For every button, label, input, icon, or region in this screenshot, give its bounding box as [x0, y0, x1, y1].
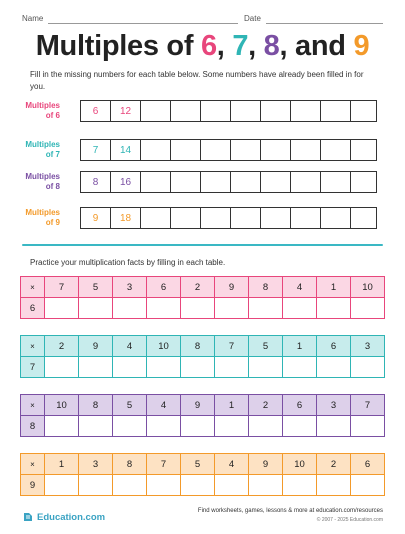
multiples-blank-cell[interactable] [171, 172, 201, 192]
multiples-blank-cell[interactable] [321, 140, 351, 160]
factor-header-cell: 9 [181, 394, 215, 416]
factor-header-cell: 1 [215, 394, 249, 416]
factor-header-cell: 5 [181, 453, 215, 475]
title-number-7: 7 [232, 30, 249, 62]
answer-cell[interactable] [113, 298, 147, 319]
multiples-given-cell: 12 [111, 101, 141, 121]
facts-table-7 [20, 335, 385, 378]
multiples-blank-cell[interactable] [171, 208, 201, 228]
answer-cell[interactable] [147, 416, 181, 437]
multiples-blank-cell[interactable] [231, 101, 261, 121]
factor-header-cell: 2 [181, 276, 215, 298]
factor-header-cell: 3 [317, 394, 351, 416]
answer-cell[interactable] [283, 416, 317, 437]
multiples-blank-cell[interactable] [351, 101, 376, 121]
multiples-blank-cell[interactable] [141, 208, 171, 228]
multiples-blank-cell[interactable] [351, 208, 376, 228]
factor-header-cell: 6 [283, 394, 317, 416]
title-sep: , [248, 30, 264, 62]
answer-cell[interactable] [79, 475, 113, 496]
answer-cell[interactable] [113, 357, 147, 378]
facts-table-8 [20, 394, 385, 437]
times-symbol: × [20, 335, 45, 357]
facts-table-6 [20, 276, 385, 319]
factor-header-cell: 5 [113, 394, 147, 416]
section-divider [22, 244, 383, 246]
footer-resources-line: Find worksheets, games, lessons & more at education.com/resources [197, 508, 383, 514]
multiples-blank-cell[interactable] [231, 140, 261, 160]
multiplier-cell: 6 [20, 298, 45, 319]
answer-cell[interactable] [249, 416, 283, 437]
education-logo[interactable] [22, 511, 105, 523]
factor-header-cell: 2 [45, 335, 79, 357]
multiples-blank-cell[interactable] [141, 172, 171, 192]
title-number-6: 6 [200, 30, 217, 62]
factor-header-cell: 6 [147, 276, 181, 298]
multiples-label: Multiples of 7 [25, 140, 60, 159]
multiples-strip [80, 207, 377, 229]
factor-header-cell: 2 [249, 394, 283, 416]
multiples-blank-cell[interactable] [171, 101, 201, 121]
multiples-blank-cell[interactable] [321, 208, 351, 228]
multiples-blank-cell[interactable] [141, 101, 171, 121]
multiples-strip [80, 171, 377, 193]
factor-header-cell: 9 [215, 276, 249, 298]
factor-header-cell: 10 [45, 394, 79, 416]
answer-cell[interactable] [45, 357, 79, 378]
answer-cell[interactable] [317, 475, 351, 496]
factor-header-cell: 10 [147, 335, 181, 357]
factor-header-cell: 10 [283, 453, 317, 475]
answer-cell[interactable] [351, 298, 385, 319]
answer-cell[interactable] [79, 416, 113, 437]
factor-header-cell: 8 [113, 453, 147, 475]
multiples-blank-cell[interactable] [321, 172, 351, 192]
multiples-given-cell: 6 [81, 101, 111, 121]
name-label: Name [22, 14, 44, 23]
multiples-blank-cell[interactable] [201, 208, 231, 228]
education-logo-icon [22, 511, 34, 523]
multiples-given-cell: 14 [111, 140, 141, 160]
multiples-blank-cell[interactable] [291, 101, 321, 121]
factor-header-cell: 10 [351, 276, 385, 298]
title-number-9: 9 [353, 30, 370, 62]
multiples-blank-cell[interactable] [231, 172, 261, 192]
answer-cell[interactable] [283, 298, 317, 319]
multiples-blank-cell[interactable] [171, 140, 201, 160]
multiples-label: Multiples of 8 [25, 172, 60, 191]
multiples-blank-cell[interactable] [261, 172, 291, 192]
multiples-blank-cell[interactable] [291, 208, 321, 228]
title-prefix: Multiples of [35, 30, 201, 62]
factor-header-cell: 1 [45, 453, 79, 475]
multiples-blank-cell[interactable] [201, 101, 231, 121]
factor-header-cell: 4 [113, 335, 147, 357]
answer-cell[interactable] [249, 357, 283, 378]
multiples-blank-cell[interactable] [351, 140, 376, 160]
answer-cell[interactable] [249, 475, 283, 496]
multiplier-cell: 9 [20, 475, 45, 496]
multiples-blank-cell[interactable] [291, 140, 321, 160]
answer-cell[interactable] [215, 357, 249, 378]
multiplier-cell: 7 [20, 357, 45, 378]
factor-header-cell: 9 [79, 335, 113, 357]
title-number-8: 8 [263, 30, 280, 62]
multiples-strip [80, 100, 377, 122]
answer-cell[interactable] [181, 298, 215, 319]
page-title [0, 30, 405, 63]
answer-cell[interactable] [147, 475, 181, 496]
factor-header-cell: 7 [351, 394, 385, 416]
factor-header-cell: 1 [283, 335, 317, 357]
multiples-blank-cell[interactable] [201, 172, 231, 192]
answer-cell[interactable] [147, 298, 181, 319]
answer-cell[interactable] [79, 298, 113, 319]
answer-cell[interactable] [317, 298, 351, 319]
factor-header-cell: 6 [351, 453, 385, 475]
factor-header-cell: 3 [351, 335, 385, 357]
multiples-blank-cell[interactable] [261, 101, 291, 121]
multiples-given-cell: 16 [111, 172, 141, 192]
factor-header-cell: 4 [147, 394, 181, 416]
footer-copyright: © 2007 - 2025 Education.com [316, 517, 383, 523]
title-sep: , [216, 30, 233, 62]
factor-header-cell: 8 [79, 394, 113, 416]
section1-instruction: Fill in the missing numbers for each table below. Some numbers have already been filled in for you. [30, 70, 364, 91]
multiples-strip [80, 139, 377, 161]
answer-cell[interactable] [147, 357, 181, 378]
footer [0, 500, 405, 534]
answer-cell[interactable] [45, 416, 79, 437]
answer-cell[interactable] [283, 357, 317, 378]
answer-cell[interactable] [181, 475, 215, 496]
factor-header-cell: 7 [215, 335, 249, 357]
times-symbol: × [20, 453, 45, 475]
factor-header-cell: 6 [317, 335, 351, 357]
factor-header-cell: 8 [181, 335, 215, 357]
multiples-label: Multiples of 6 [25, 101, 60, 120]
multiples-label: Multiples of 9 [25, 208, 60, 227]
date-label: Date [244, 14, 261, 23]
answer-cell[interactable] [181, 416, 215, 437]
factor-header-cell: 3 [79, 453, 113, 475]
answer-cell[interactable] [317, 416, 351, 437]
times-symbol: × [20, 276, 45, 298]
answer-cell[interactable] [215, 298, 249, 319]
name-date-line [22, 14, 383, 26]
factor-header-cell: 7 [45, 276, 79, 298]
factor-header-cell: 5 [79, 276, 113, 298]
footer-text [198, 507, 383, 525]
multiples-blank-cell[interactable] [201, 140, 231, 160]
answer-cell[interactable] [45, 475, 79, 496]
factor-header-cell: 2 [317, 453, 351, 475]
factor-header-cell: 7 [147, 453, 181, 475]
answer-cell[interactable] [181, 357, 215, 378]
multiplier-cell: 8 [20, 416, 45, 437]
answer-cell[interactable] [283, 475, 317, 496]
answer-cell[interactable] [351, 357, 385, 378]
answer-cell[interactable] [249, 298, 283, 319]
factor-header-cell: 3 [113, 276, 147, 298]
answer-cell[interactable] [215, 416, 249, 437]
factor-header-cell: 9 [249, 453, 283, 475]
factor-header-cell: 4 [215, 453, 249, 475]
multiples-blank-cell[interactable] [231, 208, 261, 228]
multiples-blank-cell[interactable] [261, 208, 291, 228]
multiples-given-cell: 9 [81, 208, 111, 228]
multiples-blank-cell[interactable] [141, 140, 171, 160]
section2-instruction: Practice your multiplication facts by filling in each table. [30, 258, 226, 267]
multiples-given-cell: 18 [111, 208, 141, 228]
answer-cell[interactable] [215, 475, 249, 496]
multiples-blank-cell[interactable] [351, 172, 376, 192]
factor-header-cell: 8 [249, 276, 283, 298]
date-field[interactable] [266, 23, 383, 24]
times-symbol: × [20, 394, 45, 416]
multiples-blank-cell[interactable] [321, 101, 351, 121]
factor-header-cell: 4 [283, 276, 317, 298]
answer-cell[interactable] [317, 357, 351, 378]
answer-cell[interactable] [113, 416, 147, 437]
factor-header-cell: 1 [317, 276, 351, 298]
answer-cell[interactable] [351, 475, 385, 496]
answer-cell[interactable] [45, 298, 79, 319]
multiples-blank-cell[interactable] [291, 172, 321, 192]
multiples-given-cell: 7 [81, 140, 111, 160]
logo-text: Education.com [37, 511, 106, 523]
multiples-given-cell: 8 [81, 172, 111, 192]
name-field[interactable] [48, 23, 238, 24]
facts-table-9 [20, 453, 385, 496]
answer-cell[interactable] [351, 416, 385, 437]
answer-cell[interactable] [113, 475, 147, 496]
factor-header-cell: 5 [249, 335, 283, 357]
answer-cell[interactable] [79, 357, 113, 378]
title-sep: , and [279, 30, 354, 62]
multiples-blank-cell[interactable] [261, 140, 291, 160]
